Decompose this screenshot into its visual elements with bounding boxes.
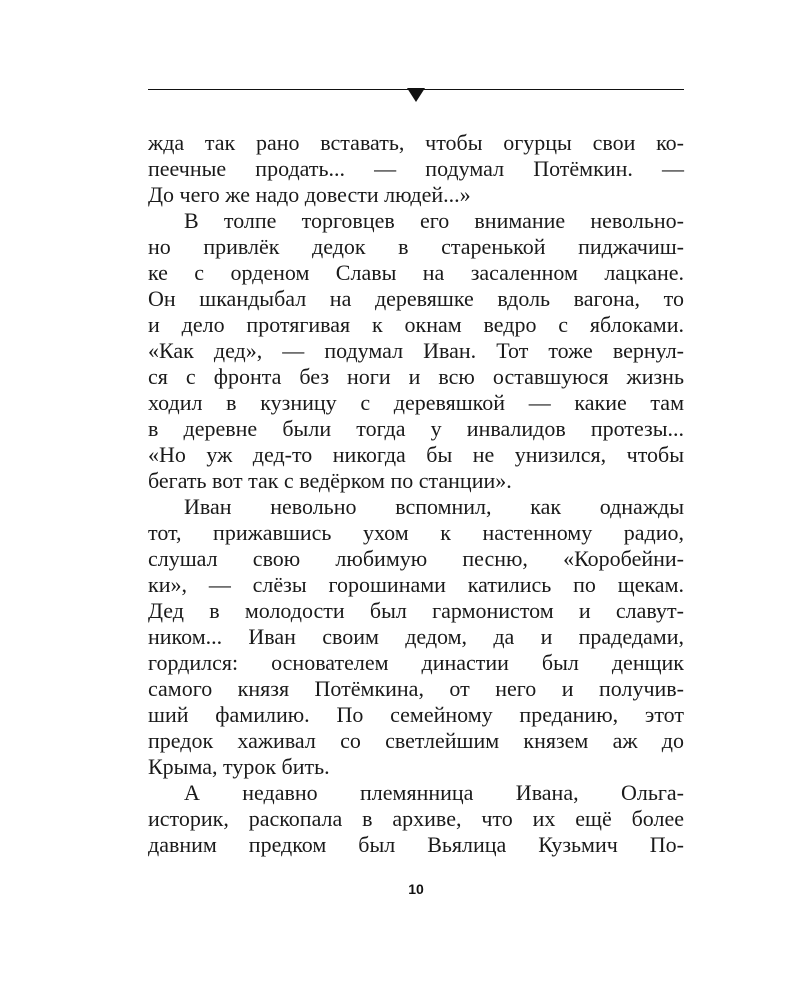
text-line: Дед в молодости был гармонистом и славут- (148, 598, 684, 623)
text-line: ходил в кузницу с деревяшкой — какие там (148, 390, 684, 415)
text-line: предок хаживал со светлейшим князем аж до (148, 728, 684, 753)
text-line: тот, прижавшись ухом к настенному радио, (148, 520, 684, 545)
text-line: жда так рано вставать, чтобы огурцы свои ко- (148, 130, 684, 155)
text-line: но привлёк дедок в старенькой пиджачиш- (148, 234, 684, 259)
text-line: ся с фронта без ноги и всю оставшуюся жизнь (148, 364, 684, 389)
text-line: Он шкандыбал на деревяшке вдоль вагона, то (148, 286, 684, 311)
text-line: давним предком был Вьялица Кузьмич По- (148, 832, 684, 857)
text-line: ником... Иван своим дедом, да и прадедами, (148, 624, 684, 649)
text-line: слушал свою любимую песню, «Коробейни- (148, 546, 684, 571)
page-number: 10 (408, 881, 424, 897)
paragraph-first-line: Иван невольно вспомнил, как однажды (184, 494, 684, 519)
text-line: пеечные продать... — подумал Потёмкин. — (148, 156, 684, 181)
body-text (148, 130, 684, 858)
text-line: и дело протягивая к окнам ведро с яблоками. (148, 312, 684, 337)
text-line: бегать вот так с ведёрком по станции». (148, 468, 512, 493)
text-line: гордился: основателем династии был денщик (148, 650, 684, 675)
down-triangle-icon (407, 88, 425, 102)
paragraph-first-line: В толпе торговцев его внимание невольно- (184, 208, 684, 233)
text-line: До чего же надо довести людей...» (148, 182, 471, 207)
text-line: «Как дед», — подумал Иван. Тот тоже вернул- (148, 338, 684, 363)
text-line: Крыма, турок бить. (148, 754, 330, 779)
text-line: ки», — слёзы горошинами катились по щекам. (148, 572, 684, 597)
header-rule (148, 88, 684, 100)
paragraph-first-line: А недавно племянница Ивана, Ольга- (184, 780, 684, 805)
text-line: самого князя Потёмкина, от него и получив- (148, 676, 684, 701)
text-line: историк, раскопала в архиве, что их ещё более (148, 806, 684, 831)
text-line: ке с орденом Славы на засаленном лацкане. (148, 260, 684, 285)
text-line: в деревне были тогда у инвалидов протезы... (148, 416, 684, 441)
text-line: «Но уж дед-то никогда бы не унизился, чтобы (148, 442, 684, 467)
text-line: ший фамилию. По семейному преданию, этот (148, 702, 684, 727)
